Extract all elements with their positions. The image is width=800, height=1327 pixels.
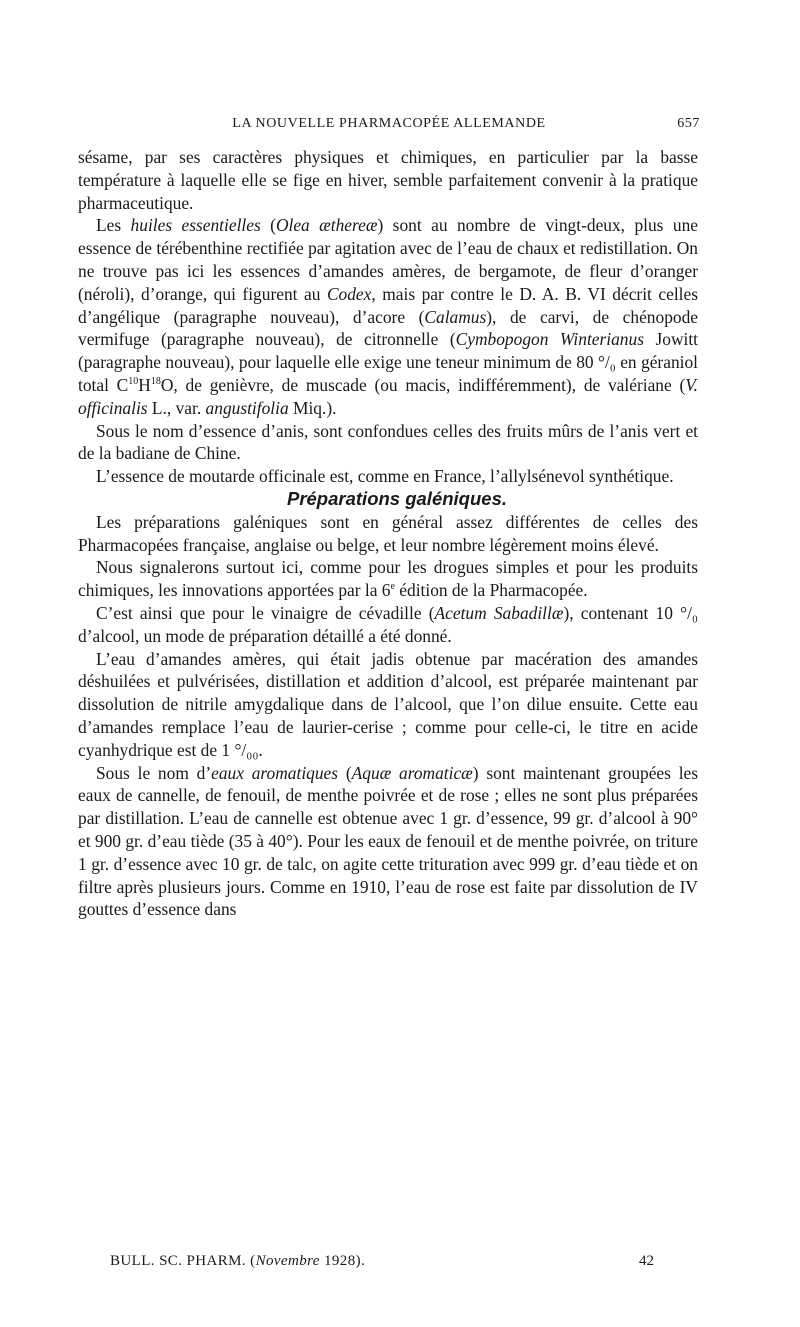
journal-reference: BULL. SC. PHARM. (Novembre 1928). bbox=[110, 1253, 366, 1269]
paragraph-8: L’eau d’amandes amères, qui était jadis obtenue par macération des amandes déshuilées et pulvérisées, distillation et addition d’alcool, est préparée maintenant par dissolution de nitrile amygdalique dans de l’alcool, que l’on dilue ensuite. Cette eau d’amandes remplace l’eau de laurier-cerise ; comme pour celle-ci, le titre en acide cyanhydrique est de 1 °/₀₀. bbox=[78, 648, 698, 760]
section-heading: Préparations galéniques. bbox=[286, 487, 507, 509]
paragraph-3: Sous le nom d’essence d’anis, sont confondues celles des fruits mûrs de l’anis vert et de la badiane de Chine. bbox=[78, 420, 698, 464]
paragraph-1: sésame, par ses caractères physiques et chimiques, en particulier par la basse température à laquelle elle se fige en hiver, semble parfaitement convenir à la pratique pharmaceutique. bbox=[78, 147, 698, 213]
paragraph-9: Sous le nom d’eaux aromatiques (Aquæ aromaticæ) sont maintenant groupées les eaux de cannelle, de fenouil, de menthe poivrée et de rose ; elles ne sont plus préparées par distillation. L’eau de cannelle est obtenue avec 1 gr. d’essence, 99 gr. d’alcool à 90° et 900 gr. d’eau tiède (35 à 40°). Pour les eaux de fenouil et de menthe poivrée, on triture 1 gr. d’essence avec 10 gr. de talc, on agite cette trituration avec 999 gr. d’eau tiède et on filtre après plusieurs jours. Comme en 1910, l’eau de rose est faite par dissolution de IV gouttes d’essence dans bbox=[78, 762, 699, 920]
body-text bbox=[78, 146, 698, 921]
footer bbox=[110, 1253, 700, 1275]
paragraph-5: Les préparations galéniques sont en général assez différentes de celles des Pharmacopées française, anglaise ou belge, et leur nombre légèrement moins élevé. bbox=[78, 511, 698, 555]
paragraph-7: C’est ainsi que pour le vinaigre de cévadille (Acetum Sabadillæ), contenant 10 °/₀ d’alcool, un mode de préparation détaillé a été donné. bbox=[78, 602, 698, 646]
header-title: LA NOUVELLE PHARMACOPÉE ALLEMANDE bbox=[232, 116, 546, 131]
paragraph-2: Les huiles essentielles (Olea æthereæ) sont au nombre de vingt-deux, plus une essence de térébenthine rectifiée par agitation avec de l’eau de chaux et redistillation. On ne trouve pas ici les essences d’amandes amères, de bergamote, de fleur d’oranger (néroli), d’orange, qui figurent au Codex, mais par contre le D. A. B. VI décrit celles d’angélique (paragraphe nouveau), d’acore (Calamus), de carvi, de chénopode vermifuge (paragraphe nouveau), de citronnelle (Cymbopogon Winterianus Jowitt (paragraphe nouveau), pour laquelle elle exige une teneur minimum de 80 °/₀ en géraniol total $C^{10}H^{18}O$, de genièvre, de muscade (ou macis, indifféremment), de valériane (V. officinalis L., var. angustifolia Miq.). bbox=[78, 215, 699, 418]
running-header bbox=[78, 116, 700, 136]
paragraph-6: Nous signalerons surtout ici, comme pour les drogues simples et pour les produits chimiques, les innovations apportées par la 6e édition de la Pharmacopée. bbox=[78, 557, 698, 601]
paragraph-4: L’essence de moutarde officinale est, comme en France, l’allylsénevol synthétique. bbox=[96, 466, 674, 487]
page-number: 657 bbox=[677, 116, 700, 131]
footer-number: 42 bbox=[639, 1253, 654, 1269]
